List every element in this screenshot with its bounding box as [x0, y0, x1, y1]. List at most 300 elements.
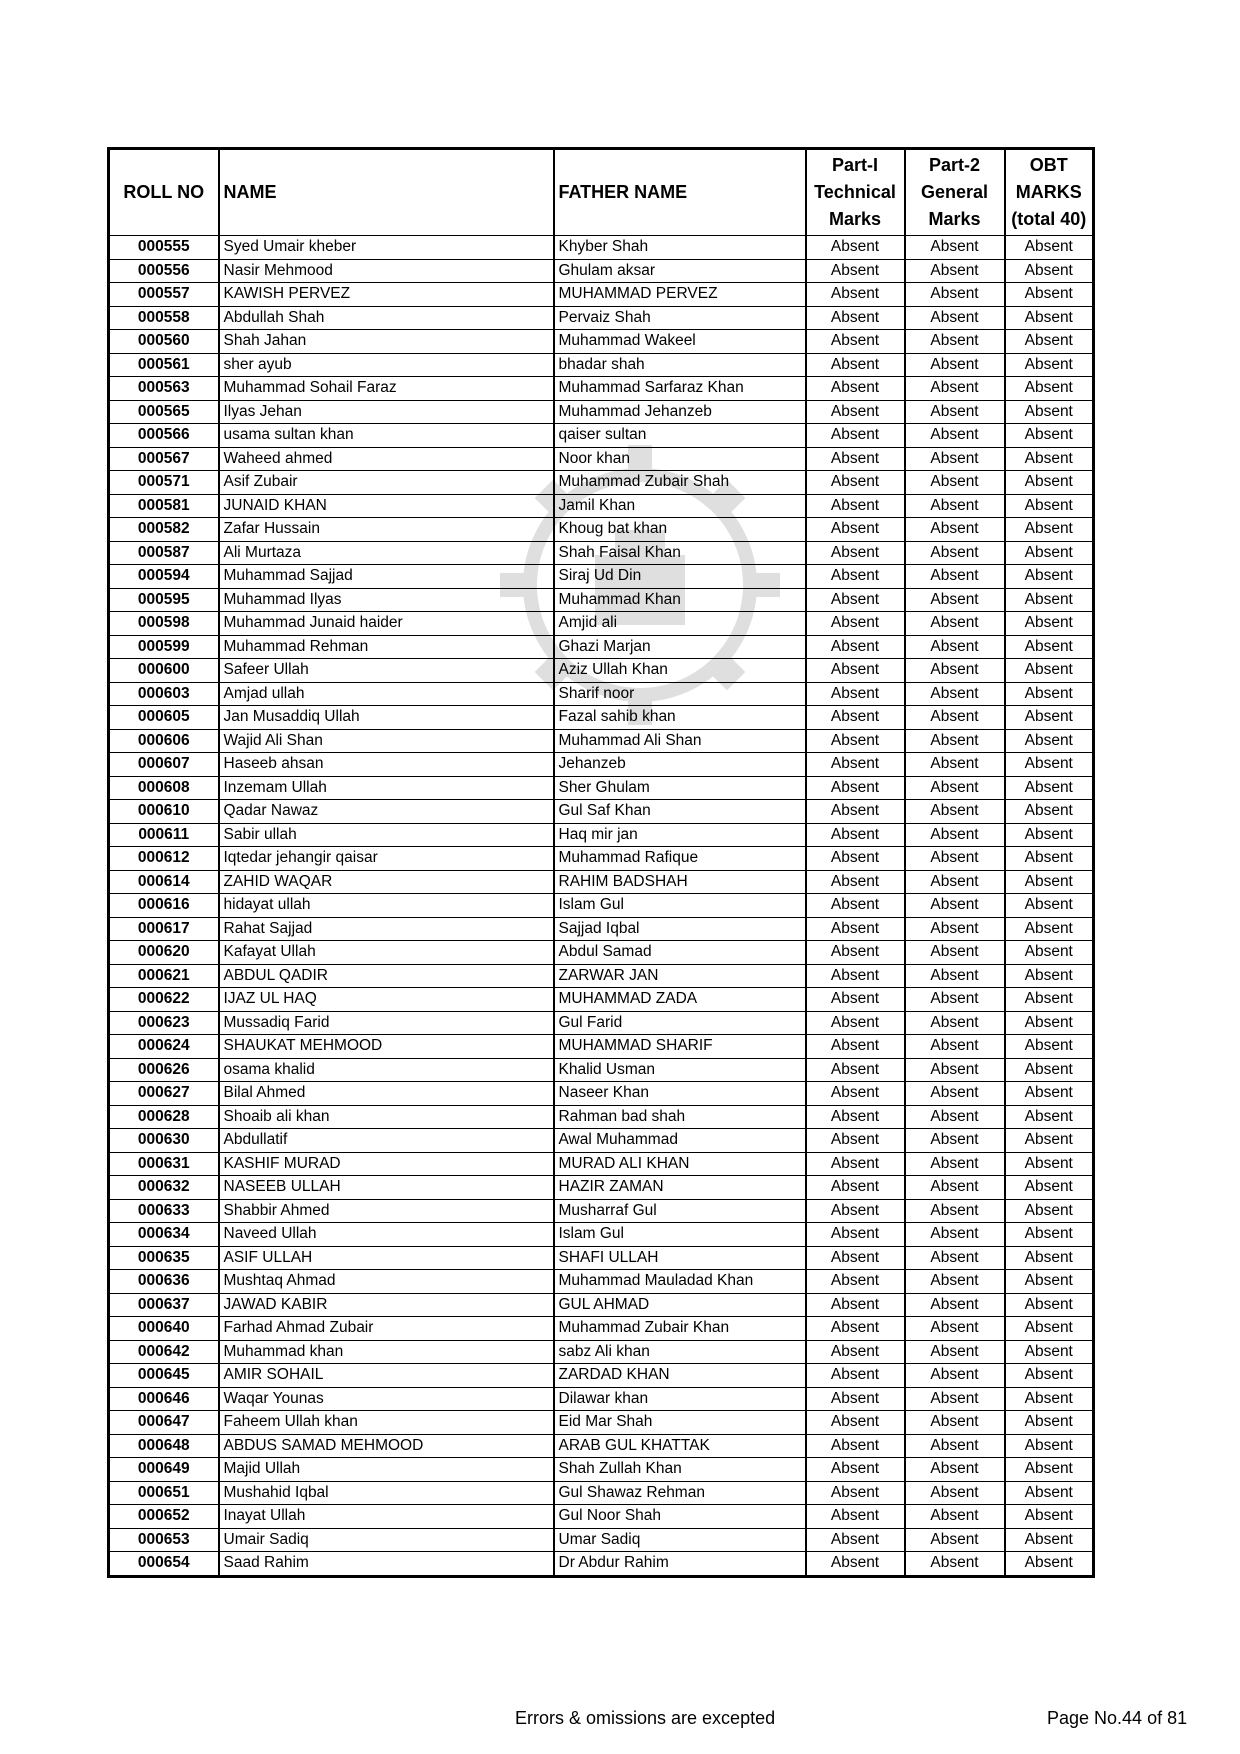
obt-marks-cell: Absent — [1005, 1105, 1094, 1129]
table-row — [109, 236, 1094, 260]
part2-marks-cell: Absent — [905, 1411, 1005, 1435]
table-row — [109, 1011, 1094, 1035]
father-name-cell: Muhammad Ali Shan — [554, 729, 806, 753]
obt-marks-cell: Absent — [1005, 1552, 1094, 1577]
name-cell: Qadar Nawaz — [219, 800, 554, 824]
roll-no-cell: 000628 — [109, 1105, 219, 1129]
table-row — [109, 988, 1094, 1012]
part1-marks-cell: Absent — [806, 776, 905, 800]
name-cell: ASIF ULLAH — [219, 1246, 554, 1270]
father-name-cell: Jehanzeb — [554, 753, 806, 777]
part1-marks-cell: Absent — [806, 236, 905, 260]
part1-marks-cell: Absent — [806, 518, 905, 542]
table-row — [109, 729, 1094, 753]
part1-marks-cell: Absent — [806, 1176, 905, 1200]
obt-marks-cell: Absent — [1005, 518, 1094, 542]
part1-marks-cell: Absent — [806, 353, 905, 377]
father-name-cell: Muhammad Sarfaraz Khan — [554, 377, 806, 401]
table-row — [109, 424, 1094, 448]
part2-marks-cell: Absent — [905, 1176, 1005, 1200]
part1-marks-cell: Absent — [806, 659, 905, 683]
roll-no-cell: 000642 — [109, 1340, 219, 1364]
part2-marks-cell: Absent — [905, 917, 1005, 941]
father-name-cell: Muhammad Jehanzeb — [554, 400, 806, 424]
table-row — [109, 518, 1094, 542]
name-cell: Mushtaq Ahmad — [219, 1270, 554, 1294]
part1-marks-cell: Absent — [806, 1552, 905, 1577]
name-cell: Wajid Ali Shan — [219, 729, 554, 753]
obt-marks-cell: Absent — [1005, 917, 1094, 941]
father-name-cell: Naseer Khan — [554, 1082, 806, 1106]
table-row — [109, 494, 1094, 518]
name-cell: NASEEB ULLAH — [219, 1176, 554, 1200]
part1-marks-cell: Absent — [806, 565, 905, 589]
roll-no-cell: 000648 — [109, 1434, 219, 1458]
roll-no-cell: 000563 — [109, 377, 219, 401]
father-name-cell: Khyber Shah — [554, 236, 806, 260]
roll-no-cell: 000651 — [109, 1481, 219, 1505]
father-name-cell: Sharif noor — [554, 682, 806, 706]
roll-no-cell: 000649 — [109, 1458, 219, 1482]
part1-marks-cell: Absent — [806, 917, 905, 941]
name-cell: Shoaib ali khan — [219, 1105, 554, 1129]
part1-marks-cell: Absent — [806, 1317, 905, 1341]
part1-marks-cell: Absent — [806, 259, 905, 283]
part1-marks-cell: Absent — [806, 1364, 905, 1388]
part1-marks-cell: Absent — [806, 400, 905, 424]
part1-marks-cell: Absent — [806, 1011, 905, 1035]
father-name-cell: Sajjad Iqbal — [554, 917, 806, 941]
obt-marks-cell: Absent — [1005, 400, 1094, 424]
roll-no-cell: 000637 — [109, 1293, 219, 1317]
part2-marks-cell: Absent — [905, 1317, 1005, 1341]
roll-no-cell: 000558 — [109, 306, 219, 330]
part2-marks-cell: Absent — [905, 635, 1005, 659]
table-row — [109, 259, 1094, 283]
table-row — [109, 635, 1094, 659]
father-name-cell: HAZIR ZAMAN — [554, 1176, 806, 1200]
name-cell: Muhammad Rehman — [219, 635, 554, 659]
father-name-cell: Pervaiz Shah — [554, 306, 806, 330]
name-cell: JUNAID KHAN — [219, 494, 554, 518]
part1-marks-cell: Absent — [806, 447, 905, 471]
part2-marks-cell: Absent — [905, 870, 1005, 894]
part2-marks-cell: Absent — [905, 565, 1005, 589]
part2-marks-cell: Absent — [905, 1387, 1005, 1411]
part2-marks-cell: Absent — [905, 612, 1005, 636]
table-row — [109, 1387, 1094, 1411]
part1-marks-cell: Absent — [806, 988, 905, 1012]
roll-no-cell: 000598 — [109, 612, 219, 636]
roll-no-cell: 000632 — [109, 1176, 219, 1200]
part2-marks-cell: Absent — [905, 541, 1005, 565]
roll-no-cell: 000617 — [109, 917, 219, 941]
obt-marks-cell: Absent — [1005, 1340, 1094, 1364]
roll-no-cell: 000555 — [109, 236, 219, 260]
part2-marks-cell: Absent — [905, 330, 1005, 354]
obt-marks-cell: Absent — [1005, 659, 1094, 683]
table-row — [109, 541, 1094, 565]
table-row — [109, 1552, 1094, 1577]
name-cell: Safeer Ullah — [219, 659, 554, 683]
table-body — [109, 236, 1094, 1577]
father-name-cell: Ghulam aksar — [554, 259, 806, 283]
roll-no-cell: 000631 — [109, 1152, 219, 1176]
name-cell: Majid Ullah — [219, 1458, 554, 1482]
name-cell: Zafar Hussain — [219, 518, 554, 542]
roll-no-cell: 000571 — [109, 471, 219, 495]
part1-marks-cell: Absent — [806, 1246, 905, 1270]
table-row — [109, 706, 1094, 730]
part2-marks-cell: Absent — [905, 729, 1005, 753]
roll-no-cell: 000630 — [109, 1129, 219, 1153]
roll-no-cell: 000624 — [109, 1035, 219, 1059]
name-cell: sher ayub — [219, 353, 554, 377]
obt-marks-cell: Absent — [1005, 588, 1094, 612]
part1-marks-cell: Absent — [806, 729, 905, 753]
name-cell: Muhammad Sohail Faraz — [219, 377, 554, 401]
father-name-cell: Rahman bad shah — [554, 1105, 806, 1129]
obt-marks-cell: Absent — [1005, 283, 1094, 307]
part1-marks-cell: Absent — [806, 1105, 905, 1129]
name-cell: Mushahid Iqbal — [219, 1481, 554, 1505]
part1-marks-cell: Absent — [806, 1481, 905, 1505]
name-cell: IJAZ UL HAQ — [219, 988, 554, 1012]
name-cell: KASHIF MURAD — [219, 1152, 554, 1176]
father-name-cell: Eid Mar Shah — [554, 1411, 806, 1435]
roll-no-cell: 000582 — [109, 518, 219, 542]
father-name-cell: ARAB GUL KHATTAK — [554, 1434, 806, 1458]
obt-marks-cell: Absent — [1005, 729, 1094, 753]
part2-marks-cell: Absent — [905, 259, 1005, 283]
part2-marks-cell: Absent — [905, 471, 1005, 495]
obt-marks-cell: Absent — [1005, 1035, 1094, 1059]
father-name-cell: Islam Gul — [554, 1223, 806, 1247]
name-cell: Amjad ullah — [219, 682, 554, 706]
obt-marks-cell: Absent — [1005, 1270, 1094, 1294]
roll-no-cell: 000653 — [109, 1528, 219, 1552]
table-row — [109, 1199, 1094, 1223]
father-name-cell: Khalid Usman — [554, 1058, 806, 1082]
name-cell: Bilal Ahmed — [219, 1082, 554, 1106]
father-name-cell: Gul Shawaz Rehman — [554, 1481, 806, 1505]
obt-marks-cell: Absent — [1005, 1199, 1094, 1223]
table-row — [109, 823, 1094, 847]
obt-marks-cell: Absent — [1005, 306, 1094, 330]
part1-marks-cell: Absent — [806, 471, 905, 495]
part1-marks-cell: Absent — [806, 1223, 905, 1247]
part1-marks-cell: Absent — [806, 1293, 905, 1317]
part1-marks-cell: Absent — [806, 330, 905, 354]
roll-no-cell: 000600 — [109, 659, 219, 683]
name-cell: Abdullah Shah — [219, 306, 554, 330]
roll-no-cell: 000561 — [109, 353, 219, 377]
name-cell: Ali Murtaza — [219, 541, 554, 565]
part2-marks-cell: Absent — [905, 800, 1005, 824]
table-row — [109, 941, 1094, 965]
name-cell: Inzemam Ullah — [219, 776, 554, 800]
obt-marks-cell: Absent — [1005, 353, 1094, 377]
header-part2-line: Marks — [928, 209, 981, 229]
father-name-cell: Gul Saf Khan — [554, 800, 806, 824]
obt-marks-cell: Absent — [1005, 424, 1094, 448]
name-cell: Shah Jahan — [219, 330, 554, 354]
roll-no-cell: 000627 — [109, 1082, 219, 1106]
part2-marks-cell: Absent — [905, 400, 1005, 424]
part1-marks-cell: Absent — [806, 1152, 905, 1176]
father-name-cell: Musharraf Gul — [554, 1199, 806, 1223]
father-name-cell: Jamil Khan — [554, 494, 806, 518]
table-row — [109, 1434, 1094, 1458]
obt-marks-cell: Absent — [1005, 682, 1094, 706]
header-part2-general-marks — [905, 149, 1005, 236]
header-part2-line: General — [920, 182, 989, 202]
header-part1-line: Part-I — [831, 155, 878, 175]
roll-no-cell: 000614 — [109, 870, 219, 894]
part1-marks-cell: Absent — [806, 1340, 905, 1364]
table-row — [109, 588, 1094, 612]
part2-marks-cell: Absent — [905, 659, 1005, 683]
roll-no-cell: 000566 — [109, 424, 219, 448]
obt-marks-cell: Absent — [1005, 870, 1094, 894]
part1-marks-cell: Absent — [806, 1035, 905, 1059]
obt-marks-cell: Absent — [1005, 1387, 1094, 1411]
obt-marks-cell: Absent — [1005, 988, 1094, 1012]
part1-marks-cell: Absent — [806, 941, 905, 965]
father-name-cell: MUHAMMAD SHARIF — [554, 1035, 806, 1059]
name-cell: AMIR SOHAIL — [219, 1364, 554, 1388]
part1-marks-cell: Absent — [806, 283, 905, 307]
part2-marks-cell: Absent — [905, 1505, 1005, 1529]
obt-marks-cell: Absent — [1005, 377, 1094, 401]
part2-marks-cell: Absent — [905, 1223, 1005, 1247]
part2-marks-cell: Absent — [905, 236, 1005, 260]
part2-marks-cell: Absent — [905, 776, 1005, 800]
table-row — [109, 612, 1094, 636]
father-name-cell: Aziz Ullah Khan — [554, 659, 806, 683]
father-name-cell: qaiser sultan — [554, 424, 806, 448]
table-row — [109, 776, 1094, 800]
part1-marks-cell: Absent — [806, 706, 905, 730]
roll-no-cell: 000607 — [109, 753, 219, 777]
part1-marks-cell: Absent — [806, 306, 905, 330]
part1-marks-cell: Absent — [806, 1270, 905, 1294]
table-row — [109, 682, 1094, 706]
obt-marks-cell: Absent — [1005, 541, 1094, 565]
roll-no-cell: 000603 — [109, 682, 219, 706]
table-row — [109, 471, 1094, 495]
name-cell: Abdullatif — [219, 1129, 554, 1153]
part2-marks-cell: Absent — [905, 1129, 1005, 1153]
part1-marks-cell: Absent — [806, 1199, 905, 1223]
table-row — [109, 565, 1094, 589]
part2-marks-cell: Absent — [905, 306, 1005, 330]
father-name-cell: Ghazi Marjan — [554, 635, 806, 659]
roll-no-cell: 000606 — [109, 729, 219, 753]
name-cell: Mussadiq Farid — [219, 1011, 554, 1035]
father-name-cell: ZARWAR JAN — [554, 964, 806, 988]
part2-marks-cell: Absent — [905, 1035, 1005, 1059]
part2-marks-cell: Absent — [905, 424, 1005, 448]
part1-marks-cell: Absent — [806, 1411, 905, 1435]
name-cell: Inayat Ullah — [219, 1505, 554, 1529]
name-cell: Shabbir Ahmed — [219, 1199, 554, 1223]
father-name-cell: Islam Gul — [554, 894, 806, 918]
header-roll-no: ROLL NO — [109, 149, 219, 236]
obt-marks-cell: Absent — [1005, 1481, 1094, 1505]
part1-marks-cell: Absent — [806, 847, 905, 871]
name-cell: KAWISH PERVEZ — [219, 283, 554, 307]
name-cell: ZAHID WAQAR — [219, 870, 554, 894]
table-row — [109, 870, 1094, 894]
obt-marks-cell: Absent — [1005, 1152, 1094, 1176]
part2-marks-cell: Absent — [905, 682, 1005, 706]
part1-marks-cell: Absent — [806, 964, 905, 988]
part1-marks-cell: Absent — [806, 894, 905, 918]
obt-marks-cell: Absent — [1005, 612, 1094, 636]
part2-marks-cell: Absent — [905, 1528, 1005, 1552]
father-name-cell: MUHAMMAD ZADA — [554, 988, 806, 1012]
father-name-cell: ZARDAD KHAN — [554, 1364, 806, 1388]
table-row — [109, 377, 1094, 401]
obt-marks-cell: Absent — [1005, 259, 1094, 283]
obt-marks-cell: Absent — [1005, 1528, 1094, 1552]
table-row — [109, 659, 1094, 683]
table-row — [109, 1293, 1094, 1317]
name-cell: Waqar Younas — [219, 1387, 554, 1411]
table-row — [109, 1340, 1094, 1364]
roll-no-cell: 000620 — [109, 941, 219, 965]
roll-no-cell: 000652 — [109, 1505, 219, 1529]
table-row — [109, 1035, 1094, 1059]
father-name-cell: Shah Faisal Khan — [554, 541, 806, 565]
name-cell: Umair Sadiq — [219, 1528, 554, 1552]
obt-marks-cell: Absent — [1005, 1082, 1094, 1106]
roll-no-cell: 000626 — [109, 1058, 219, 1082]
roll-no-cell: 000636 — [109, 1270, 219, 1294]
name-cell: Iqtedar jehangir qaisar — [219, 847, 554, 871]
part2-marks-cell: Absent — [905, 494, 1005, 518]
roll-no-cell: 000646 — [109, 1387, 219, 1411]
name-cell: Jan Musaddiq Ullah — [219, 706, 554, 730]
father-name-cell: Muhammad Wakeel — [554, 330, 806, 354]
table-row — [109, 1176, 1094, 1200]
name-cell: Farhad Ahmad Zubair — [219, 1317, 554, 1341]
roll-no-cell: 000645 — [109, 1364, 219, 1388]
header-obt-line: MARKS — [1015, 182, 1082, 202]
father-name-cell: Muhammad Zubair Shah — [554, 471, 806, 495]
table-row — [109, 753, 1094, 777]
father-name-cell: Fazal sahib khan — [554, 706, 806, 730]
name-cell: Saad Rahim — [219, 1552, 554, 1577]
table-row — [109, 1223, 1094, 1247]
header-father-name: FATHER NAME — [554, 149, 806, 236]
part1-marks-cell: Absent — [806, 870, 905, 894]
table-row — [109, 283, 1094, 307]
part2-marks-cell: Absent — [905, 1552, 1005, 1577]
table-row — [109, 1458, 1094, 1482]
roll-no-cell: 000654 — [109, 1552, 219, 1577]
father-name-cell: Gul Noor Shah — [554, 1505, 806, 1529]
part2-marks-cell: Absent — [905, 377, 1005, 401]
father-name-cell: MURAD ALI KHAN — [554, 1152, 806, 1176]
obt-marks-cell: Absent — [1005, 330, 1094, 354]
table-row — [109, 1105, 1094, 1129]
obt-marks-cell: Absent — [1005, 753, 1094, 777]
name-cell: Muhammad Sajjad — [219, 565, 554, 589]
name-cell: Nasir Mehmood — [219, 259, 554, 283]
header-part1-line: Marks — [828, 209, 882, 229]
part2-marks-cell: Absent — [905, 518, 1005, 542]
roll-no-cell: 000621 — [109, 964, 219, 988]
table-row — [109, 447, 1094, 471]
roll-no-cell: 000556 — [109, 259, 219, 283]
part1-marks-cell: Absent — [806, 682, 905, 706]
part2-marks-cell: Absent — [905, 1199, 1005, 1223]
part2-marks-cell: Absent — [905, 706, 1005, 730]
roll-no-cell: 000557 — [109, 283, 219, 307]
table-row — [109, 1152, 1094, 1176]
father-name-cell: Dr Abdur Rahim — [554, 1552, 806, 1577]
part2-marks-cell: Absent — [905, 1270, 1005, 1294]
table-row — [109, 306, 1094, 330]
part2-marks-cell: Absent — [905, 941, 1005, 965]
obt-marks-cell: Absent — [1005, 1458, 1094, 1482]
table-row — [109, 1411, 1094, 1435]
roll-no-cell: 000608 — [109, 776, 219, 800]
part2-marks-cell: Absent — [905, 988, 1005, 1012]
part2-marks-cell: Absent — [905, 1458, 1005, 1482]
table-row — [109, 1528, 1094, 1552]
part2-marks-cell: Absent — [905, 1058, 1005, 1082]
roll-no-cell: 000594 — [109, 565, 219, 589]
roll-no-cell: 000640 — [109, 1317, 219, 1341]
name-cell: hidayat ullah — [219, 894, 554, 918]
obt-marks-cell: Absent — [1005, 823, 1094, 847]
part2-marks-cell: Absent — [905, 1246, 1005, 1270]
roll-no-cell: 000581 — [109, 494, 219, 518]
table-row — [109, 800, 1094, 824]
part1-marks-cell: Absent — [806, 377, 905, 401]
obt-marks-cell: Absent — [1005, 1364, 1094, 1388]
part1-marks-cell: Absent — [806, 753, 905, 777]
obt-marks-cell: Absent — [1005, 1058, 1094, 1082]
header-obt-line: (total 40) — [1011, 209, 1087, 229]
part1-marks-cell: Absent — [806, 635, 905, 659]
table-row — [109, 1505, 1094, 1529]
father-name-cell: MUHAMMAD PERVEZ — [554, 283, 806, 307]
father-name-cell: Muhammad Khan — [554, 588, 806, 612]
name-cell: usama sultan khan — [219, 424, 554, 448]
table-row — [109, 353, 1094, 377]
table-header-row — [109, 149, 1094, 236]
part2-marks-cell: Absent — [905, 823, 1005, 847]
obt-marks-cell: Absent — [1005, 1293, 1094, 1317]
part1-marks-cell: Absent — [806, 1528, 905, 1552]
part1-marks-cell: Absent — [806, 612, 905, 636]
father-name-cell: Haq mir jan — [554, 823, 806, 847]
part1-marks-cell: Absent — [806, 541, 905, 565]
part2-marks-cell: Absent — [905, 1293, 1005, 1317]
obt-marks-cell: Absent — [1005, 847, 1094, 871]
part1-marks-cell: Absent — [806, 494, 905, 518]
name-cell: JAWAD KABIR — [219, 1293, 554, 1317]
roll-no-cell: 000560 — [109, 330, 219, 354]
obt-marks-cell: Absent — [1005, 706, 1094, 730]
obt-marks-cell: Absent — [1005, 494, 1094, 518]
father-name-cell: sabz Ali khan — [554, 1340, 806, 1364]
roll-no-cell: 000587 — [109, 541, 219, 565]
